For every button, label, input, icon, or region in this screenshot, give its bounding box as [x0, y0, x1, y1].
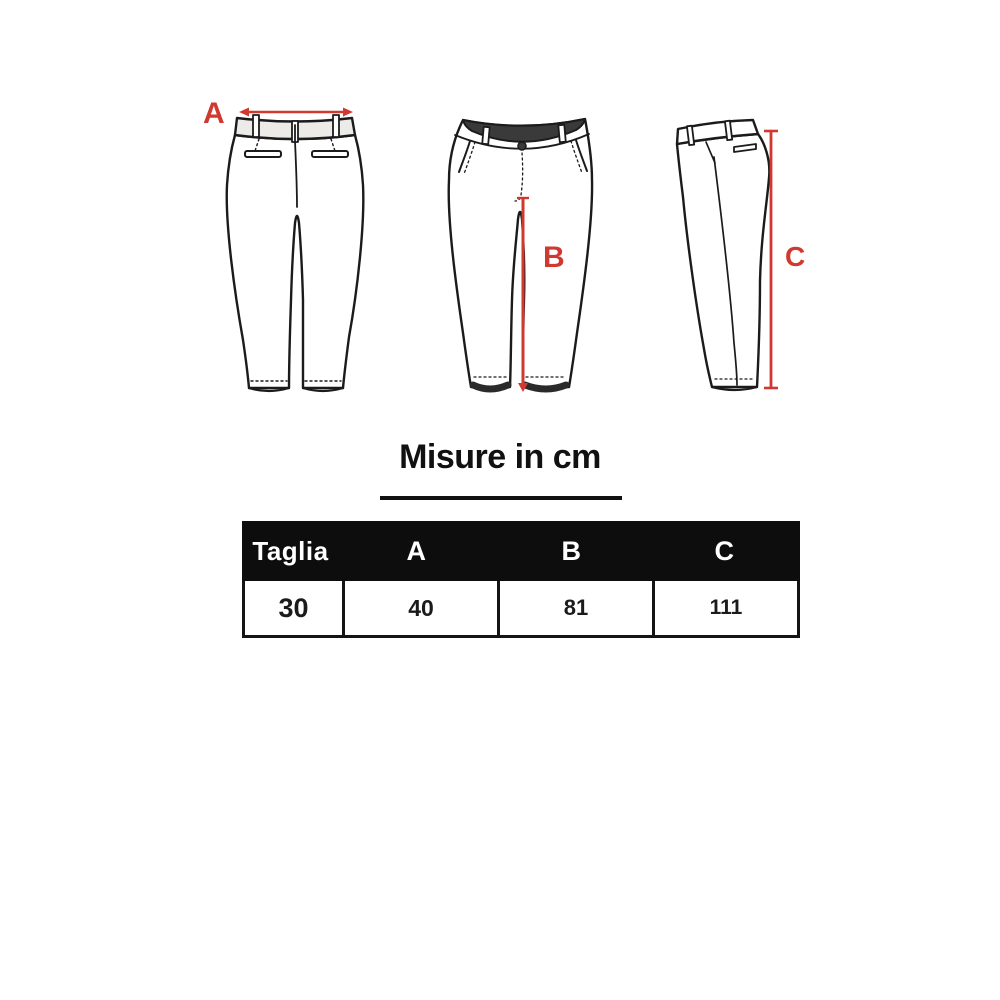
cell-a-value: 40 [342, 581, 497, 635]
page-title: Misure in cm [399, 438, 601, 476]
size-table [242, 521, 800, 638]
pants-back-view-diagram [195, 85, 385, 415]
cell-b-value: 81 [497, 581, 652, 635]
waist-button [518, 142, 526, 150]
page-title-wrap [0, 438, 1000, 477]
measure-label-b: B [543, 241, 565, 274]
cell-taglia-value: 30 [278, 592, 309, 623]
size-table-data-row [242, 581, 800, 638]
pants-front-outline [449, 119, 592, 389]
header-cell-a: A [406, 535, 427, 566]
header-cell-taglia: Taglia [252, 535, 329, 566]
pants-front-view-diagram [435, 85, 635, 415]
measure-label-c: C [785, 241, 806, 272]
header-cell-b: B [561, 535, 582, 566]
pants-side-outline [677, 120, 769, 390]
cell-c-value: 111 [652, 581, 797, 635]
measure-label-a: A [203, 97, 225, 130]
size-table-header-row [242, 521, 800, 581]
pants-back-outline [227, 115, 364, 391]
pants-side-view-diagram [660, 85, 840, 415]
header-cell-c: C [714, 535, 735, 566]
title-underline [380, 496, 622, 500]
